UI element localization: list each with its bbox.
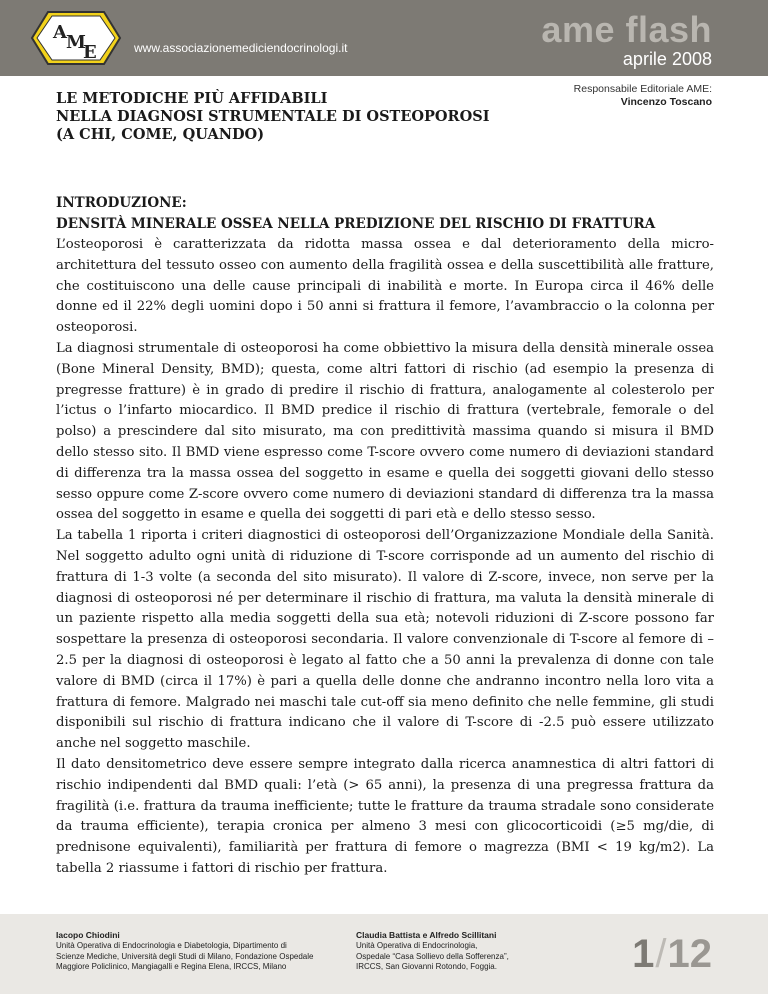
author-block-1 — [56, 930, 356, 973]
title-line: NELLA DIAGNOSI STRUMENTALE DI OSTEOPOROSI — [56, 108, 490, 125]
body-paragraph: Il dato densitometrico deve essere sempre integrato dalla ricerca anamnestica di altri fattori di rischio indipendenti dal BMD quali: l’età (> 65 anni), la presenza di una pregressa frattura da fragilità (i.e. frattura da trauma inefficiente; tutte le fratture da trauma stradale sono considerate da trauma efficiente), terapia cronica per almeno 3 mesi con glicocorticoidi (≥5 mg/die, di prednisone equivalenti), familiarità per frattura di femore o magrezza (BMI < 19 kg/m2). La tabella 2 riassume i fattori di rischio per frattura. — [56, 756, 714, 876]
author-block-2 — [356, 930, 556, 973]
author-affiliation-line: Maggiore Policlinico, Mangiagalli e Regina Elena, IRCCS, Milano — [56, 962, 287, 971]
article-title — [56, 90, 576, 144]
title-line: LE METODICHE PIÙ AFFIDABILI — [56, 90, 328, 107]
author-name: Claudia Battista e Alfredo Scillitani — [356, 930, 497, 940]
brand-title: ame flash — [541, 9, 712, 50]
editor-name: Vincenzo Toscano — [620, 96, 712, 108]
author-affiliation-line: IRCCS, San Giovanni Rotondo, Foggia. — [356, 962, 497, 971]
logo-letter-m: M — [66, 32, 86, 53]
logo-letter-e: E — [83, 42, 97, 63]
author-affiliation-line: Ospedale “Casa Sollievo della Sofferenza”, — [356, 951, 509, 961]
section-heading-line: INTRODUZIONE: — [56, 195, 187, 211]
author-affiliation-line: Scienze Mediche, Università degli Studi di Milano, Fondazione Ospedale — [56, 951, 314, 961]
header-bar — [0, 0, 768, 76]
editor-label: Responsabile Editoriale AME: — [573, 83, 712, 95]
issue-date: aprile 2008 — [622, 49, 712, 69]
logo-letter-a: A — [53, 22, 67, 43]
author-affiliation-line: Unità Operativa di Endocrinologia, — [356, 941, 478, 950]
section-heading — [56, 193, 716, 235]
page-separator: / — [655, 932, 667, 976]
ame-logo — [30, 10, 122, 66]
page-number — [632, 932, 712, 976]
website-link[interactable]: www.associazionemediciendocrinologi.it — [134, 41, 348, 55]
page-total: 12 — [667, 932, 712, 976]
page-current: 1 — [632, 932, 655, 976]
body-paragraph: La diagnosi strumentale di osteoporosi ha come obbiettivo la misura della densità minerale ossea (Bone Mineral Density, BMD); questa, come altri fattori di rischio (ad esempio la presenza di pregresse fratture) è in grado di predire il rischio di frattura, analogamente al colesterolo per l’ictus o l’infarto miocardico. Il BMD predice il rischio di frattura (vertebrale, femorale o del polso) a prescindere dal sito misurato, ma con predittività massima quando si misura il BMD dello stesso sito. Il BMD viene espresso come T-score ovvero come numero di deviazioni standard di differenza tra la massa ossea del soggetto in esame e quella dei soggetti giovani dello stesso sesso oppure come Z-score ovvero come numero di deviazioni standard di differenza tra la massa ossea del soggetto in esame e quella dei soggetti di pari età e dello stesso sesso. — [56, 340, 714, 523]
author-name: Iacopo Chiodini — [56, 930, 120, 940]
title-line: (A CHI, COME, QUANDO) — [56, 126, 265, 143]
body-paragraph: La tabella 1 riporta i criteri diagnostici di osteoporosi dell’Organizzazione Mondiale della Sanità. Nel soggetto adulto ogni unità di riduzione di T-score corrisponde ad un aumento del rischio di frattura di 1-3 volte (a seconda del sito misurato). Il valore di Z-score, invece, non serve per la diagnosi di osteoporosi né per determinare il rischio di frattura, ma valuta la densità minerale di un paziente rispetto alla media soggetti della sua età; notevoli riduzioni di Z-score possono far sospettare la presenza di osteoporosi secondaria. Il valore convenzionale di T-score al femore di –2.5 per la diagnosi di osteoporosi è legato al fatto che a 50 anni la prevalenza di donne con tale valore di BMD (circa il 17%) è pari a quella delle donne che andranno incontro nella loro vita a frattura di femore. Malgrado nei maschi tale cut-off sia meno definito che nelle femmine, gli studi disponibili sul rischio di frattura indicano che il valore di T-score di -2.5 può essere utilizzato anche nel soggetto maschile. — [56, 528, 714, 752]
section-heading-line: DENSITÀ MINERALE OSSEA NELLA PREDIZIONE DEL RISCHIO DI FRATTURA — [56, 216, 656, 232]
author-affiliation-line: Unità Operativa di Endocrinologia e Diabetologia, Dipartimento di — [56, 941, 287, 950]
body-paragraph: L’osteoporosi è caratterizzata da ridotta massa ossea e dal deterioramento della micro-architettura del tessuto osseo con aumento della fragilità ossea e della suscettibilità alle fratture, che costituiscono una delle cause principali di inabilità e morte. In Europa circa il 46% delle donne ed il 22% degli uomini dopo i 50 anni si frattura il femore, l’avambraccio o la colonna per osteoporosi. — [56, 237, 714, 336]
article-body — [56, 235, 714, 880]
